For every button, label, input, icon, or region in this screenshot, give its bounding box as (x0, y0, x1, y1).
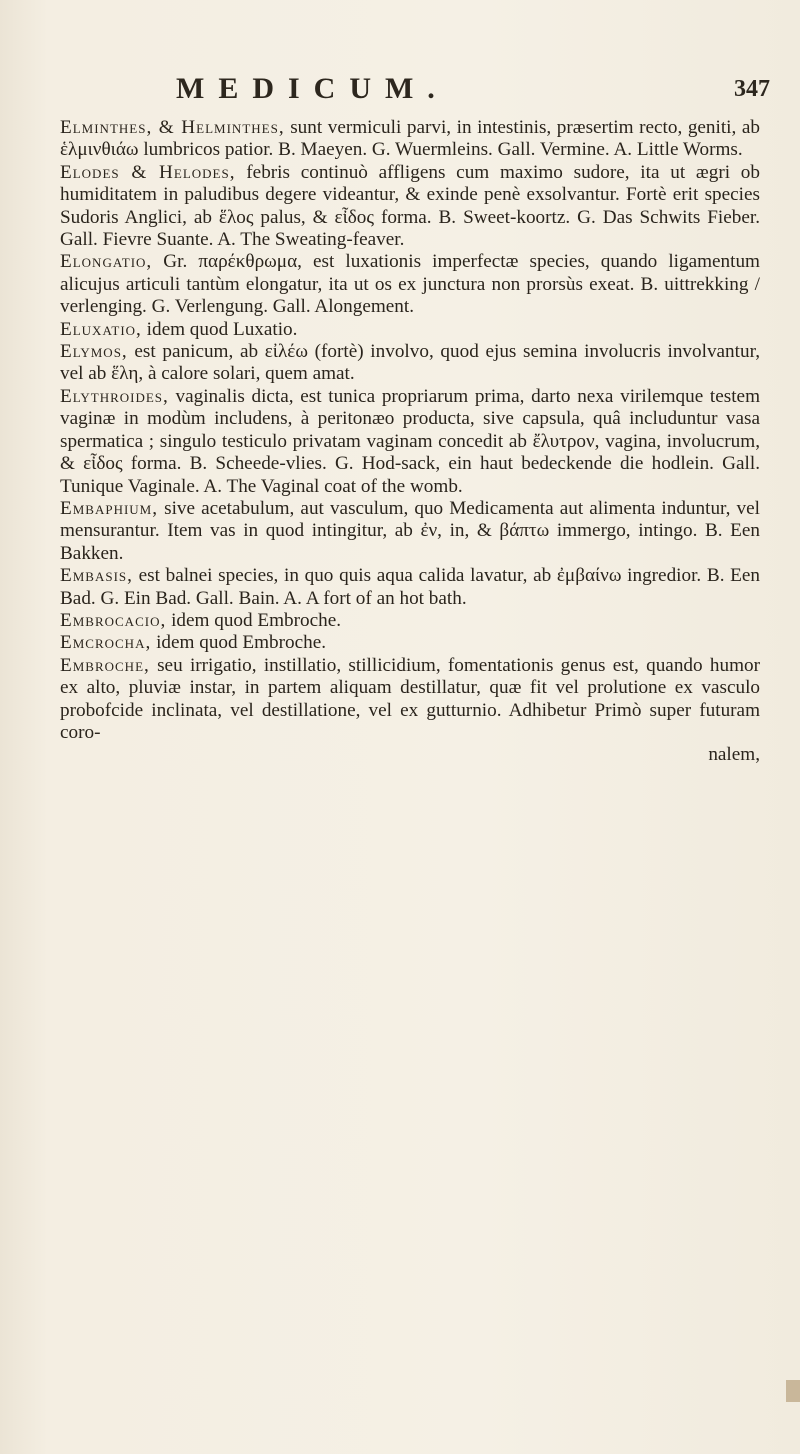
entry-elminthes (60, 117, 760, 162)
headword: Embaphium, (60, 497, 159, 519)
entry-text: sive acetabulum, aut vasculum, quo Medicamenta aut alimenta induntur, vel mensurantur. Item vas in quod intingitur, ab ἐν, in, & βάπτω immergo, intingo. B. Een Bakken. (60, 497, 760, 564)
headword: Elodes & Helodes, (60, 161, 236, 183)
entry-eluxatio (60, 319, 760, 341)
headword: Elminthes, & Helminthes, (60, 117, 285, 138)
headword: Elymos, (60, 341, 128, 363)
entry-text: seu irrigatio, instillatio, stillicidium, fomentationis genus est, quando humor ex alto, pluviæ instar, in partem aliquam destillatur, quæ fit vel prolutione ex vasculo probofcide inclinata, vel destillatione, vel ex gutturnio. Adhibetur Primò super futuram coro- (60, 654, 760, 743)
headword: Embasis, (60, 565, 133, 587)
entry-text: febris continuò affligens cum maximo sudore, ita ut ægri ob humiditatem in paludibus degere videantur, & exinde penè exsolvantur. Fortè erit species Sudoris Anglici, ab ἕλος palus, & εἶδος forma. B. Sweet-koortz. G. Das Schwits Fieber. Gall. Fievre Suante. A. The Sweating-feaver. (60, 161, 760, 251)
entry-text: est balnei species, in quo quis aqua calida lavatur, ab ἐμβαίνω ingredior. B. Een Bad. G. Ein Bad. Gall. Bain. A. A fort of an hot bath. (60, 565, 760, 609)
headword: Elythroides, (60, 385, 169, 407)
entry-embrocacio (60, 610, 760, 632)
entry-embroche (60, 655, 760, 745)
entry-text: vaginalis dicta, est tunica propriarum prima, darto nexa virilemque testem vaginæ in modùm includens, à peritonæo producta, sive capsula, quâ includuntur vasa spermatica ; singulo testiculo privatam vaginam concedit ab ἔλυτρον, vagina, involucrum, & εἶδος forma. B. Scheede-vlies. G. Hod-sack, ein haut bedeckende die hodlein. Gall. Tunique Vaginale. A. The Vaginal coat of the womb. (60, 385, 760, 497)
entry-embaphium (60, 498, 760, 565)
entry-emcrocha (60, 632, 760, 654)
entry-text: est panicum, ab εἰλέω (fortè) involvo, quod ejus semina involucris involvantur, vel ab ἕλη, à calore solari, quem amat. (60, 341, 760, 385)
headword: Elongatio, (60, 251, 153, 273)
entry-text: idem quod Embroche. (151, 632, 327, 654)
entry-embasis (60, 565, 760, 610)
running-head: MEDICUM. (176, 72, 449, 105)
entry-elodes (60, 162, 760, 252)
entry-text: idem quod Embroche. (166, 609, 342, 631)
entry-elythroides (60, 386, 760, 498)
page-number: 347 (734, 76, 770, 102)
headword: Embroche, (60, 654, 150, 676)
entry-elongatio (60, 251, 760, 318)
headword: Emcrocha, (60, 632, 152, 654)
headword: Eluxatio, (60, 318, 142, 340)
page-header (0, 72, 800, 112)
entry-text: idem quod Luxatio. (141, 318, 298, 340)
entry-elymos (60, 341, 760, 386)
dictionary-body (60, 117, 760, 767)
closing-word: nalem, (708, 744, 760, 766)
page-edge-tab (786, 1380, 800, 1402)
headword: Embrocacio, (60, 609, 167, 631)
entry-text: Gr. παρέκθρωμα, est luxationis imperfectæ species, quando ligamentum alicujus articuli tantùm elongatur, ita ut os ex junctura non prorsùs exeat. B. uittrekking / verlenging. G. Verlengung. Gall. Alongement. (60, 251, 760, 318)
entry-text: sunt vermiculi parvi, in intestinis, præsertim recto, geniti, ab ἑλμινθιάω lumbricos patior. B. Maeyen. G. Wuermleins. Gall. Vermine. A. Little Worms. (60, 117, 760, 161)
